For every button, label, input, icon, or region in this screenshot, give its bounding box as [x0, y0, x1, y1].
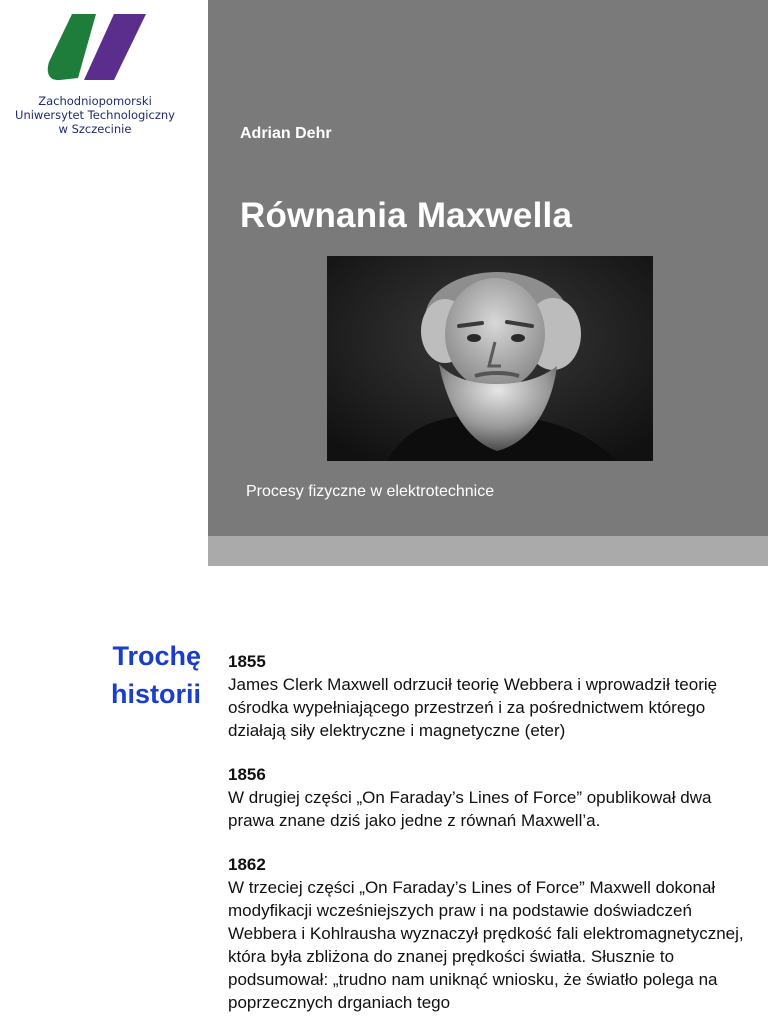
timeline-event — [228, 853, 748, 1014]
history-heading-line: historii — [110, 679, 201, 709]
presentation-subtitle: Procesy fizyczne w elektrotechnice — [246, 483, 495, 500]
history-heading-line: Trochę — [112, 641, 201, 671]
maxwell-portrait-image — [327, 256, 653, 461]
university-name — [0, 94, 190, 136]
university-name-line: Uniwersytet Technologiczny — [15, 108, 175, 122]
university-name-line: w Szczecinie — [58, 122, 132, 136]
timeline-event — [228, 763, 748, 832]
event-description: W drugiej części „On Faraday’s Lines of Force” opublikował dwa prawa znane dziś jako jedne z równań Maxwell’a. — [228, 788, 712, 830]
event-year: 1862 — [228, 855, 266, 874]
event-year: 1856 — [228, 765, 266, 784]
cover-bottom-strip — [208, 536, 768, 566]
university-logo — [0, 0, 208, 160]
timeline-event — [228, 650, 748, 742]
author-name: Adrian Dehr — [240, 125, 332, 142]
university-logo-mark — [44, 12, 149, 84]
event-description: W trzeciej części „On Faraday’s Lines of Force” Maxwell dokonał modyfikacji wcześniejszych praw i na podstawie doświadczeń Webbera i Kohlrausha wyznaczył prędkość fali elektromagnetycznej, która była zbliżona do znanej prędkości światła. Słusznie to podsumował: „trudno nam uniknąć wniosku, że światło polega na poprzecznych drganiach tego — [228, 878, 744, 1012]
university-name-line: Zachodniopomorski — [38, 94, 152, 108]
presentation-title: Równania Maxwella — [240, 196, 573, 235]
event-description: James Clerk Maxwell odrzucił teorię Webbera i wprowadził teorię ośrodka wypełniającego przestrzeń i za pośrednictwem którego działają siły elektryczne i magnetyczne (eter) — [228, 675, 718, 740]
history-timeline — [228, 650, 748, 1035]
history-heading — [90, 637, 201, 713]
event-year: 1855 — [228, 652, 266, 671]
